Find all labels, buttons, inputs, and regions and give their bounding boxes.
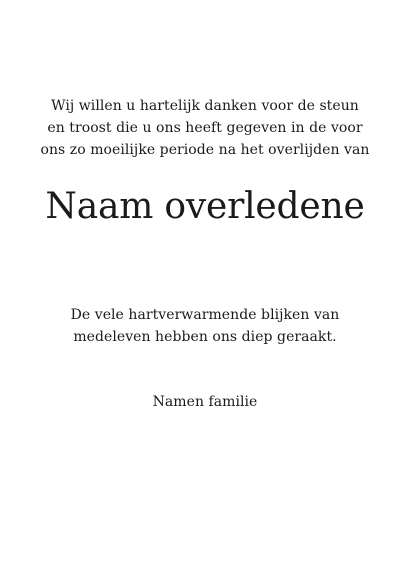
closing-line: De vele hartverwarmende blijken van bbox=[70, 307, 340, 323]
family-signature bbox=[0, 391, 410, 413]
intro-line: ons zo moeilijke periode na het overlijden van bbox=[40, 142, 370, 158]
closing-paragraph bbox=[0, 304, 410, 348]
closing-line: medeleven hebben ons diep geraakt. bbox=[73, 329, 337, 345]
intro-line: en troost die u ons heeft gegeven in de voor bbox=[47, 120, 363, 136]
intro-paragraph bbox=[0, 95, 410, 161]
signature-text: Namen familie bbox=[152, 394, 258, 410]
deceased-name-heading: Naam overledene bbox=[45, 186, 365, 227]
intro-line: Wij willen u hartelijk danken voor de steun bbox=[51, 98, 359, 114]
